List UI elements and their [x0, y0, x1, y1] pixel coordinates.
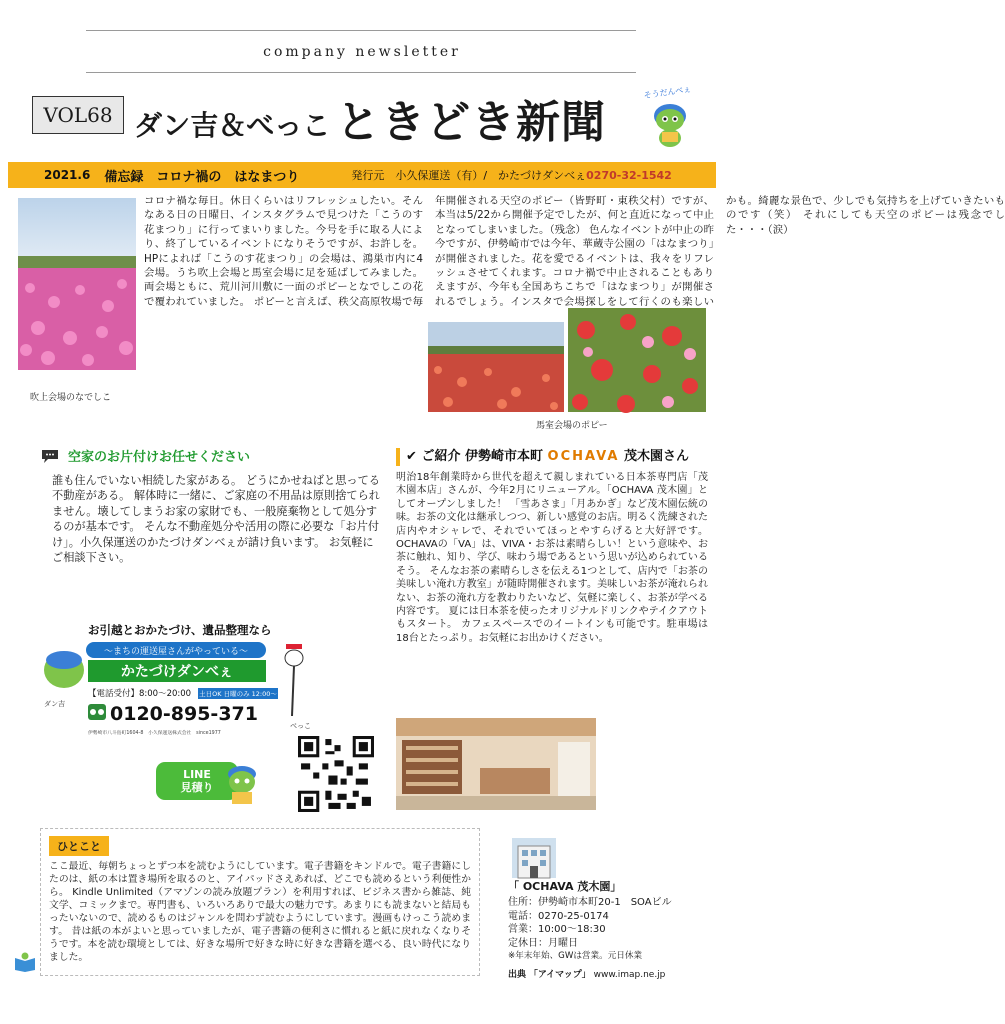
- line-button-label: LINE: [183, 768, 211, 781]
- ad-brand: かたづけダンべぇ: [120, 664, 234, 680]
- akiya-body: 誰も住んでいない相続した家がある。 どうにかせねばと思ってる不動産がある。 解体時に一緒に、ご家庭の不用品は原則捨てられません。壊してしまうお家の家財でも、一般廃棄物として処分するのが基本です。 そんな不動産処分や活用の際に必要な「お片付け」。小久保運送のかたづけダンべぇが請け負います。 お気軽にご相談下さい。: [52, 474, 380, 565]
- ad-saturday-note: 土日OK 日曜のみ 12:00〜: [199, 690, 277, 698]
- hitokoto-section: [40, 828, 480, 976]
- shop-address: 住所：伊勢崎市本町20-1 SOAビル: [508, 897, 672, 909]
- hitokoto-body: ここ最近、毎朝ちょっとずつ本を読むようにしています。電子書籍をキンドルで。電子書籍にしたのは、紙の本は置き場所を取るのと、アイパッドさえあれば、どこでも読めるという利便性から。 Kindle Unlimited（アマゾンの読み放題プラン）を利用すれば、ビジネス書から雑誌、純文学、コミックまで。専門書も、いろいろありで最大の魅力です。あまりにも読まないと結局もったいないので、読めるものはジャンルを問わず読むようにしています。漫画もけっこう読めます。 昔は紙の本がよいと思っていましたが、電子書籍の便利さに慣れると紙に戻れなくなりそうです。本を読む環境としては、好きな場所で好きな時に好きな書籍を選べる、良い時代になりました。: [49, 861, 471, 963]
- ochava-title-suffix: 茂木園さん: [623, 449, 689, 464]
- qr-code[interactable]: [298, 736, 374, 812]
- shop-note: ※年末年始、GWは営業。元日休業: [508, 951, 643, 962]
- header-rule: [86, 72, 636, 73]
- caption-mamuro: 馬室会場のポピー: [536, 421, 608, 431]
- publisher-phone: 0270-32-1542: [586, 168, 672, 182]
- flower-article-text: コロナ禍な毎日。休日くらいはリフレッシュしたい。そんなある日の日曜日、インスタグラムで見つけた「こうのす花まつり」に行ってまいりました。今号を手に取る人により、終了しているイベントになりそうですが、お許しを。 HPによれば「こうのす花まつり」の会場は、鴻巣市内に4会場。うち吹上会場と馬室会場に足を延ばしてみました。両会場ともに、荒川河川敷に一面のポピーとなでしこの花で覆われていました。 ポピーと言えば、秩父高原牧場で毎年開催される天空のポピー（皆野町・東秩父村）ですが、本当は5/22から開催予定でしたが、何と直近になって中止となってしまいました。（残念） 色んなイベントが中止の昨今ですが、伊勢崎市では今年、華蔵寺公園の「はなまつり」が開催されました。花を愛でるイベントは、我々をリフレッシュさせてくれます。コロナ禍で中止されることもありえますが、今年も全国あちこちで「はなまつり」が開催されるでしょう。インスタで会場探しをして行くのも楽しいかも。綺麗な景色で、少しでも気持ちを上げていきたいものです（笑） それにしても天空のポピーは残念でした・・・（涙）: [144, 195, 1005, 308]
- source-url[interactable]: www.imap.ne.jp: [593, 970, 666, 981]
- poppy-photo-right: [568, 308, 706, 412]
- shop-name: 「 OCHAVA 茂木園」: [508, 880, 622, 893]
- page-title: ときどき新聞: [336, 97, 606, 148]
- book-reader-icon: [14, 952, 36, 972]
- ochava-body: 明治18年創業時から世代を超えて親しまれている日本茶専門店「茂木園本店」さんが、今年2月にリニューアル。「OCHAVA 茂木園」としてオープンしました！ 「雪あさま」「月あかぎ」など茂木園伝統の味。お茶の文化は継承しつつ、新しい感覚のお店。明るく洗練された店内やオシャレで、それでいてほっとやすらげると大好評です。 OCHAVAの「VA」は、VIVA・お茶は素晴らしい！という意味や、お茶に触れ、知り、学び、味わう場であるという思いが込められているそう。 そんなお茶の素晴らしさを伝える1つとして、店内で「お茶の美味しい淹れ方教室」が随時開催されます。美味しいお茶が淹れられない、お茶の淹れ方を教わりたいなど、気軽に楽しく、お茶が学べる内容です。 夏には日本茶を使ったオリジナルドリンクやテイクアウトもスタート。 カフェスペースでのイートインも可能です。駐車場は18台とたっぷり。お気軽にお出かけください。: [396, 472, 708, 644]
- headline-band: [8, 162, 716, 188]
- title-sub: ダン吉＆べっこ: [134, 109, 331, 142]
- katazuke-ad: [40, 620, 316, 738]
- ad-ribbon: 〜まちの運送屋さんがやっている〜: [103, 647, 249, 657]
- mascot-name-dankichi: ダン吉: [44, 700, 66, 708]
- ochava-title-shop: OCHAVA: [547, 449, 620, 464]
- mascot-caption: そうだんべぇ: [643, 84, 692, 101]
- check-icon: ✔: [406, 449, 417, 464]
- freedial-icon: [88, 704, 106, 720]
- ochava-title-prefix: ご紹介: [421, 449, 461, 464]
- ad-company-line: 伊勢崎市八斗島町1604-8 小久保運送株式会社 since1977: [88, 731, 221, 736]
- shop-interior-photo: [396, 718, 596, 810]
- ad-headline: お引越とおかたづけ、遺品整理なら: [88, 623, 272, 637]
- akiya-section: [40, 446, 380, 565]
- shop-closed: 定休日：月曜日: [508, 937, 578, 949]
- line-mascot-icon: [222, 760, 262, 806]
- newsletter-label: company newsletter: [263, 44, 461, 60]
- source-label: 出典: [508, 970, 527, 981]
- source-line: [508, 969, 708, 982]
- line-button-text: 見積り: [180, 781, 214, 794]
- ochava-section: [396, 448, 708, 645]
- ad-hours: 【電話受付】8:00〜20:00: [88, 689, 192, 699]
- hitokoto-label: ひとこと: [49, 836, 109, 856]
- akiya-title-row: [40, 446, 380, 465]
- mascot-name-bekko: べっこ: [290, 722, 311, 730]
- ochava-title: [396, 448, 708, 466]
- ochava-title-place: 伊勢崎市本町: [464, 449, 543, 464]
- shop-building-photo: [512, 838, 556, 878]
- poppy-photo-left: [428, 322, 564, 412]
- nadeshiko-photo: [18, 198, 136, 370]
- shop-tel: 電話：0270-25-0174: [508, 910, 609, 922]
- volume-badge: VOL68: [32, 96, 124, 134]
- caption-fukiage: 吹上会場のなでしこ: [30, 393, 112, 403]
- top-rule: [86, 30, 636, 31]
- publisher: 発行元 小久保運送（有）/ かたづけダンべぇ: [351, 169, 587, 182]
- dankichi-mascot-icon: [640, 86, 696, 148]
- ad-phone: 0120-895-371: [110, 703, 258, 725]
- issue-date: 2021.6: [44, 168, 91, 182]
- flower-article-top: [144, 194, 1005, 314]
- akiya-title: 空家のお片付けお任せください: [68, 450, 251, 465]
- shop-hours: 営業：10:00〜18:30: [508, 924, 606, 936]
- shop-info: [508, 880, 708, 983]
- source-name: 「アイマップ」: [528, 970, 591, 981]
- speech-bubble-icon: [40, 448, 60, 464]
- headline: 備忘録 コロナ禍の はなまつり: [104, 169, 300, 185]
